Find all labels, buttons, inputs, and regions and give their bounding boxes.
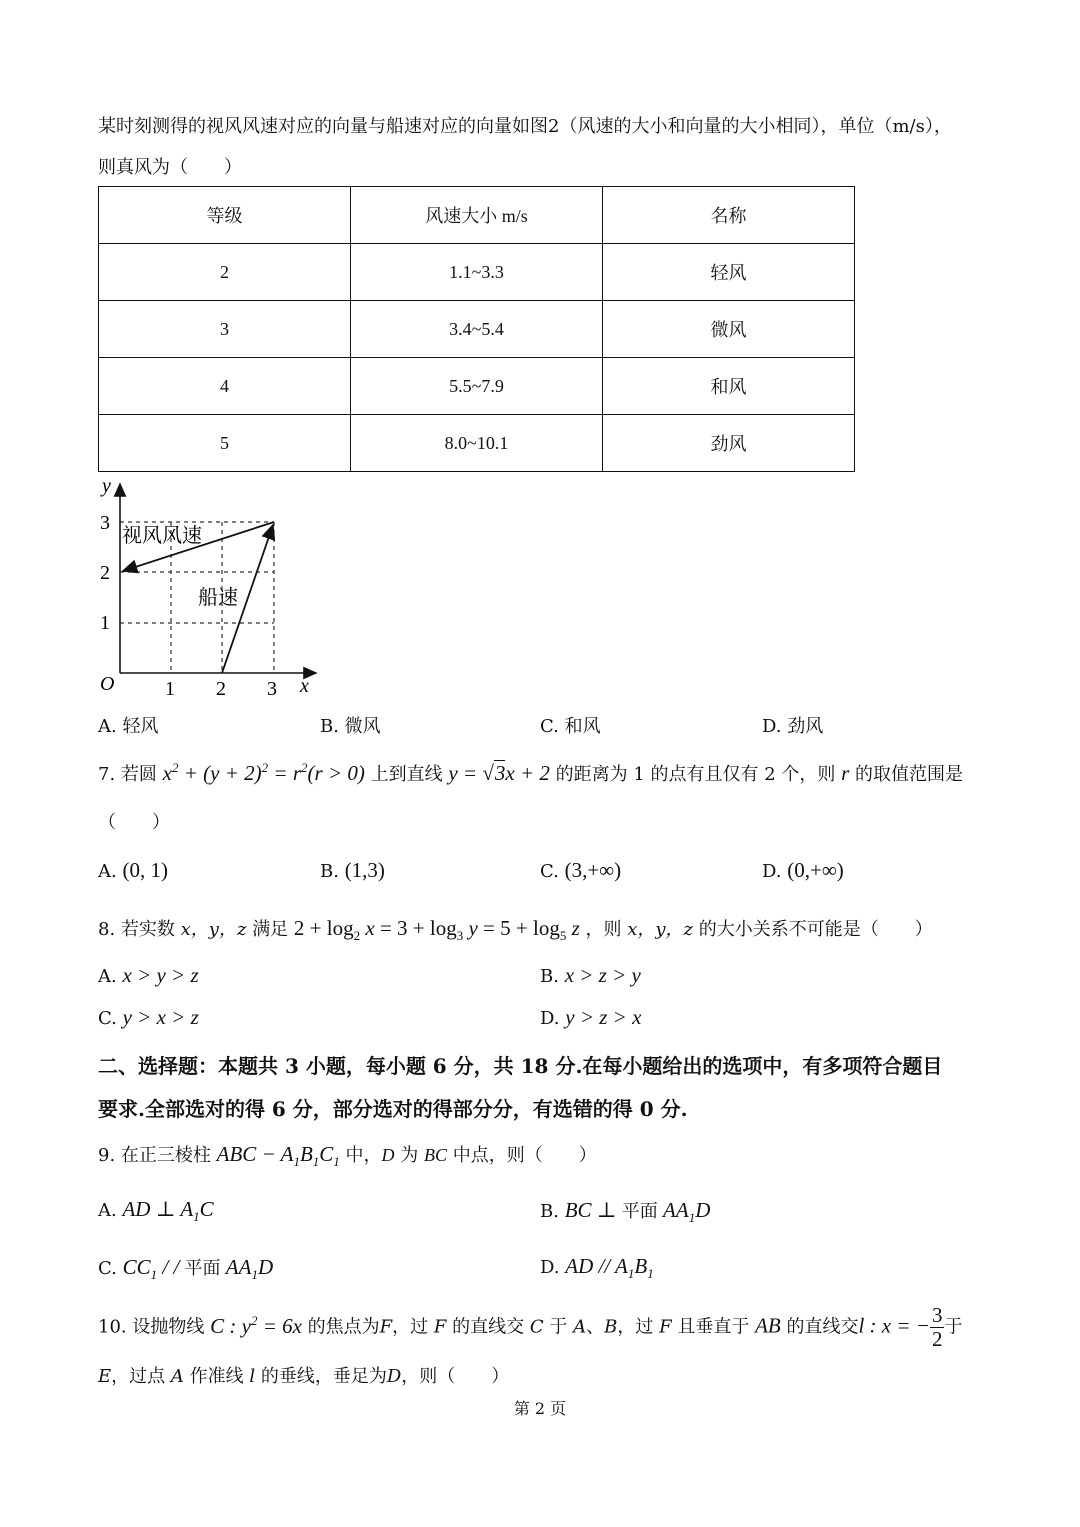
q10-stem-line-2 [98, 1362, 509, 1388]
q10-text: ，则（ ） [401, 1366, 510, 1387]
q7-option-value: (0,+∞) [787, 858, 844, 882]
q7-option-label: A. [98, 861, 117, 882]
q7-line-equation: y = √3x + 2 [448, 761, 550, 785]
q10-point-f: F [379, 1316, 393, 1338]
y-tick-label: 1 [100, 612, 110, 634]
table-cell: 4 [99, 358, 351, 415]
table-cell: 3 [99, 301, 351, 358]
q9-option-value: AD // $A_1B_1$ [565, 1254, 654, 1282]
vector-figure [90, 474, 330, 704]
q10-point-f: F [659, 1316, 672, 1338]
q8-option-value: y > z > x [565, 1005, 642, 1029]
q8-option-b[interactable] [540, 963, 641, 988]
q10-points-ab: A [573, 1316, 587, 1338]
wind-grade-table [98, 186, 855, 472]
q9-option-label: C. [98, 1258, 117, 1279]
q10-text: 的焦点为 [307, 1316, 380, 1338]
q7-option-d[interactable] [762, 858, 844, 883]
table-header-cell: 名称 [603, 187, 855, 244]
q9-segment: BC [423, 1145, 447, 1165]
q10-line-l: l [249, 1366, 256, 1387]
section2-heading-line-2: 要求.全部选对的得 6 分，部分选对的得部分分，有选错的得 0 分. [98, 1097, 688, 1121]
q7-stem [98, 760, 963, 786]
q10-stem-line-1: 10. 设抛物线 C : $y^2 = 6x$ 的焦点为F，过 F 的直线交 C 于 A、B，过 F 且垂直于 AB 的直线交l : x = − $\frac{3}{2}$ 于 [98, 1303, 963, 1352]
q9-option-label: B. [540, 1201, 559, 1222]
table-cell: 5 [99, 415, 351, 472]
q7-text-mid: 上到直线 [370, 764, 443, 785]
q9-stem [98, 1141, 597, 1170]
table-row [99, 358, 855, 415]
x-tick-label: 2 [216, 678, 226, 700]
table-cell: 微风 [603, 301, 855, 358]
table-row [99, 244, 855, 301]
q6-option-a[interactable]: A. 轻风 [98, 716, 159, 737]
q8-option-label: B. [540, 966, 559, 987]
q8-number: 8. 若实数 [98, 919, 175, 940]
q6-option-d[interactable]: D. 劲风 [762, 716, 824, 737]
q7-option-value: (3,+∞) [564, 858, 622, 882]
q9-text-tail: 中点，则（ ） [452, 1145, 597, 1166]
q8-option-d[interactable] [540, 1005, 641, 1030]
q10-point-f: F [433, 1316, 447, 1338]
q9-text-end: 为 [400, 1145, 419, 1166]
q9-option-value: $CC_1$ / / [122, 1255, 185, 1283]
q9-option-label: D. [540, 1257, 560, 1278]
intro-line-2: 则真风为（ ） [98, 157, 242, 178]
q10-point-a: A [170, 1366, 184, 1387]
q8-vars: x，y，z [180, 919, 247, 940]
q7-var-r: r [841, 761, 850, 785]
q8-text-mid: 满足 [252, 919, 289, 940]
apparent-wind-label: 视风风速 [122, 523, 202, 547]
q10-point-d: D [386, 1366, 402, 1387]
table-cell: 轻风 [603, 244, 855, 301]
y-axis-label: y [102, 475, 111, 497]
q10-text: ，过 [392, 1316, 429, 1338]
y-tick-label: 3 [100, 512, 110, 534]
q8-equation: $2 + \log_2 x = 3 + \log_3 y = 5 + \log_5 z$ [293, 916, 580, 944]
table-cell: 3.4~5.4 [350, 301, 602, 358]
q9-option-a[interactable] [98, 1197, 214, 1225]
q7-option-value: (0, 1) [122, 858, 168, 882]
q7-number: 7. 若圆 [98, 764, 157, 785]
q7-option-label: D. [762, 861, 782, 882]
q10-text: 于 [549, 1316, 568, 1338]
table-header-cell: 等级 [99, 187, 351, 244]
table-header-row [99, 187, 855, 244]
q8-option-c[interactable] [98, 1005, 199, 1030]
section2-heading-line-1: 二、选择题：本题共 3 小题，每小题 6 分，共 18 分.在每小题给出的选项中，有多项符合题目 [98, 1054, 943, 1078]
q10-text: 作准线 [189, 1366, 244, 1387]
q10-text: ，过 [617, 1316, 654, 1338]
q10-text: ，过点 [111, 1366, 166, 1387]
q8-option-a[interactable] [98, 963, 199, 988]
q9-prism: ABC − $A_1B_1C_1$ [216, 1142, 340, 1170]
q10-directrix: l : x = − [858, 1313, 930, 1338]
q7-option-a[interactable] [98, 858, 168, 883]
q7-circle-equation: $x^2 + (y + 2)^2 = r^2(r > 0)$ [162, 760, 365, 785]
q9-option-value: BC ⊥ [564, 1198, 622, 1222]
q8-option-label: C. [98, 1008, 117, 1029]
q7-option-value: (1,3) [344, 858, 385, 882]
q9-plane-name: $AA_1D$ [657, 1198, 711, 1226]
q6-option-b[interactable]: B. 微风 [320, 716, 381, 737]
q10-text: 于 [944, 1316, 963, 1338]
q7-option-label: B. [320, 861, 339, 882]
q9-point: D [381, 1145, 395, 1165]
table-cell: 和风 [603, 358, 855, 415]
intro-line-1: 某时刻测得的视风风速对应的向量与船速对应的向量如图2（风速的大小和向量的大小相同），单位（m/s）， [98, 116, 952, 137]
q10-text: 且垂直于 [677, 1316, 750, 1338]
table-cell: 8.0~10.1 [350, 415, 602, 472]
x-tick-label: 3 [267, 678, 277, 700]
q10-curve-c: C [529, 1316, 544, 1338]
page-number: 第 2 页 [513, 1399, 567, 1418]
q9-number: 9. 在正三棱柱 [98, 1145, 211, 1166]
q7-text-tail: 的取值范围是 [855, 764, 964, 785]
table-cell: 劲风 [603, 415, 855, 472]
q8-text-tail: 的大小关系不可能是（ ） [698, 919, 933, 940]
q7-option-c[interactable] [540, 858, 621, 883]
q10-point-e: E [98, 1366, 112, 1387]
q8-option-label: D. [540, 1008, 560, 1029]
q9-plane-word: 平面 [184, 1258, 221, 1279]
table-cell: 5.5~7.9 [350, 358, 602, 415]
x-axis-label: x [300, 675, 309, 697]
q8-stem [98, 915, 933, 944]
table-row [99, 415, 855, 472]
table-row [99, 301, 855, 358]
q10-parabola: C : $y^2 = 6x$ [210, 1312, 302, 1338]
q9-option-b[interactable] [540, 1197, 710, 1226]
x-tick-label: 1 [165, 678, 175, 700]
q10-text: 的垂线，垂足为 [260, 1366, 387, 1387]
q8-vars: x，y，z [627, 919, 694, 940]
q6-option-c[interactable]: C. 和风 [540, 716, 601, 737]
y-tick-label: 2 [100, 562, 110, 584]
q8-option-label: A. [98, 966, 117, 987]
q9-plane-word: 平面 [621, 1201, 658, 1222]
q7-option-label: C. [540, 861, 559, 882]
q10-segment-ab: AB [755, 1313, 781, 1338]
table-cell: 2 [99, 244, 351, 301]
q9-option-c[interactable] [98, 1254, 273, 1283]
q8-text-end: ，则 [585, 919, 622, 940]
ship-speed-label: 船速 [198, 585, 238, 609]
q9-option-value: AD ⊥ $A_1C$ [122, 1197, 214, 1225]
q9-option-d[interactable] [540, 1254, 654, 1282]
q8-option-value: x > z > y [564, 963, 641, 987]
q10-text: 的直线交 [452, 1316, 525, 1338]
q7-option-b[interactable] [320, 858, 385, 883]
q7-paren: （ ） [98, 812, 170, 833]
q10-number: 10. 设抛物线 [98, 1316, 205, 1338]
q9-option-label: A. [98, 1200, 117, 1221]
q8-option-value: y > x > z [122, 1005, 199, 1029]
q9-text-mid: 中， [345, 1145, 382, 1166]
q10-fraction: $\frac{3}{2}$ [931, 1303, 943, 1352]
q10-points-ab: B [604, 1316, 618, 1338]
q9-plane-name: $AA_1D$ [220, 1255, 274, 1283]
q7-text-end: 的距离为 1 的点有且仅有 2 个，则 [555, 764, 836, 785]
table-header-cell: 风速大小 m/s [350, 187, 602, 244]
origin-label: O [100, 673, 115, 695]
q8-option-value: x > y > z [122, 963, 199, 987]
q10-text: 的直线交 [786, 1316, 859, 1338]
table-cell: 1.1~3.3 [350, 244, 602, 301]
